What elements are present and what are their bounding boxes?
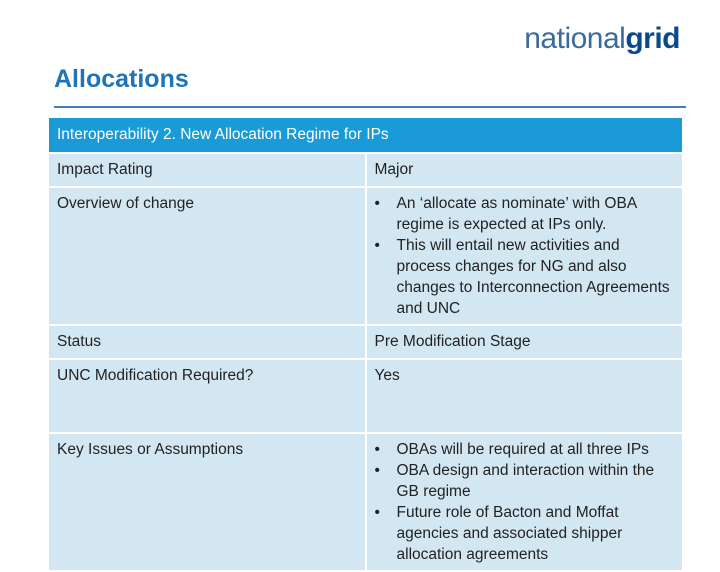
overview-value bbox=[366, 187, 684, 325]
key-issues-bullet-list bbox=[375, 439, 675, 565]
impact-rating-label: Impact Rating bbox=[48, 153, 366, 187]
row-impact-rating bbox=[48, 153, 683, 187]
table-header: Interoperability 2. New Allocation Regime for IPs bbox=[48, 117, 683, 153]
key-issues-bullet-3: • Future role of Bacton and Moffat agencies and associated shipper allocation agreements bbox=[375, 502, 675, 565]
key-issues-value bbox=[366, 433, 684, 571]
logo-text-national: national bbox=[524, 22, 626, 55]
national-grid-logo bbox=[524, 24, 680, 54]
row-unc-modification bbox=[48, 359, 683, 433]
overview-bullet-1: • An ‘allocate as nominate’ with OBA regime is expected at IPs only. bbox=[375, 193, 675, 235]
key-issues-bullet-1: • OBAs will be required at all three IPs bbox=[375, 439, 675, 460]
key-issues-label: Key Issues or Assumptions bbox=[48, 433, 366, 571]
status-value: Pre Modification Stage bbox=[366, 325, 684, 359]
status-label: Status bbox=[48, 325, 366, 359]
logo-text-grid: grid bbox=[625, 22, 680, 55]
overview-bullet-2: • This will entail new activities and process changes for NG and also changes to Interconnection Agreements and UNC bbox=[375, 235, 675, 319]
allocations-table bbox=[47, 116, 684, 572]
row-overview-of-change bbox=[48, 187, 683, 325]
table-header-row bbox=[48, 117, 683, 153]
overview-label: Overview of change bbox=[48, 187, 366, 325]
unc-modification-value: Yes bbox=[366, 359, 684, 433]
key-issues-bullet-2: • OBA design and interaction within the GB regime bbox=[375, 460, 675, 502]
overview-bullet-list bbox=[375, 193, 675, 319]
row-key-issues bbox=[48, 433, 683, 571]
row-status bbox=[48, 325, 683, 359]
title-divider bbox=[54, 106, 686, 108]
impact-rating-value: Major bbox=[366, 153, 684, 187]
page-title: Allocations bbox=[54, 65, 189, 93]
unc-modification-label: UNC Modification Required? bbox=[48, 359, 366, 433]
